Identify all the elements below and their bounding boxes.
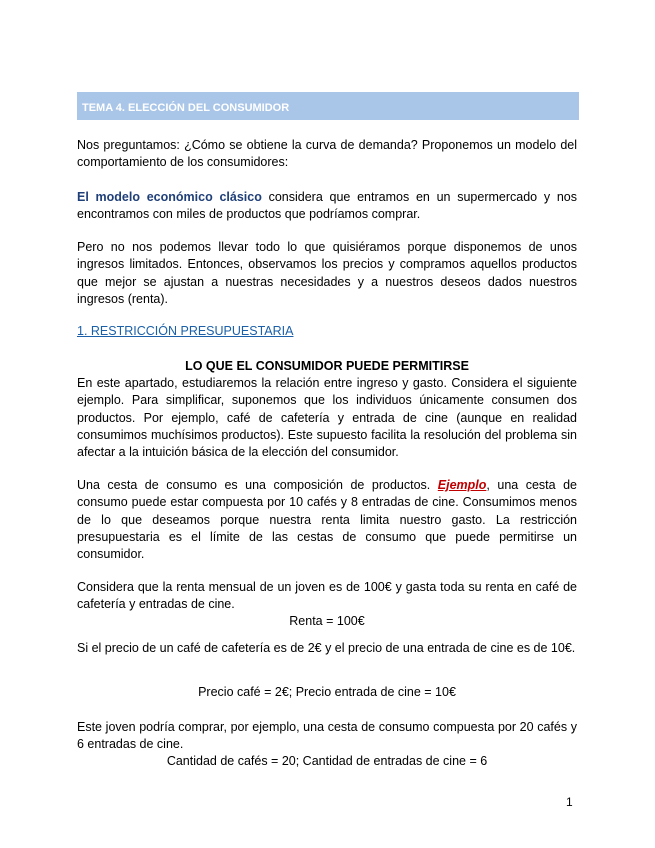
rent-formula: Renta = 100€ [289, 614, 365, 628]
section-link[interactable]: 1. RESTRICCIÓN PRESUPUESTARIA [77, 324, 294, 338]
chapter-title: TEMA 4. ELECCIÓN DEL CONSUMIDOR [82, 102, 290, 114]
income-paragraph: Pero no nos podemos llevar todo lo que quisiéramos porque disponemos de unos ingresos limitados. Entonces, observamos los precios y compramos aquellos productos que mejor se ajustan a nuestras necesidades y a nuestros deseos dados nuestros ingresos (renta). [77, 240, 577, 306]
price-paragraph: Si el precio de un café de cafetería es de 2€ y el precio de una entrada de cine es de 10€. [77, 641, 576, 655]
rent-paragraph: Considera que la renta mensual de un joven es de 100€ y gasta toda su renta en café de cafetería y entradas de cine. [77, 580, 577, 612]
model-paragraph [77, 189, 577, 224]
model-rest: considera que entramos en un supermercado y nos encontramos con miles de productos que podríamos comprar. [77, 190, 577, 222]
section-heading[interactable] [77, 323, 577, 340]
section-intro-paragraph: En este apartado, estudiaremos la relación entre ingreso y gasto. Considera el siguiente ejemplo. Para simplificar, suponemos que los individuos únicamente consumen dos productos. Por ejemplo, café de cafetería y entrada de cine (aunque en realidad consumimos muchísimos productos). Este supuesto facilita la resolución del problema sin afectar a la intuición básica de la elección del consumidor. [77, 376, 577, 460]
quantity-formula: Cantidad de cafés = 20; Cantidad de entradas de cine = 6 [166, 754, 488, 768]
model-highlight: El modelo económico clásico [77, 190, 262, 204]
example-paragraph: Este joven podría comprar, por ejemplo, una cesta de consumo compuesta por 20 cafés y 6 entradas de cine. [77, 720, 577, 752]
basket-paragraph [77, 477, 577, 563]
example-emphasis: Ejemplo [437, 478, 487, 492]
chapter-header [77, 92, 579, 120]
basket-before: Una cesta de consumo es una composición de productos. [77, 478, 438, 492]
basket-after: , una cesta de consumo puede estar compuesta por 10 cafés y 8 entradas de cine. Consumimos menos de lo que deseamos porque nuestra renta limita nuestro gasto. La restricción presupuestaria es el límite de las cestas de consumo que puede permitirse un consumidor. [77, 478, 578, 562]
section-subtitle: LO QUE EL CONSUMIDOR PUEDE PERMITIRSE [185, 359, 469, 373]
price-formula: Precio café = 2€; Precio entrada de cine = 10€ [198, 685, 456, 699]
intro-paragraph: Nos preguntamos: ¿Cómo se obtiene la curva de demanda? Proponemos un modelo del comportamiento de los consumidores: [77, 138, 577, 170]
page-number: 1 [566, 795, 573, 809]
